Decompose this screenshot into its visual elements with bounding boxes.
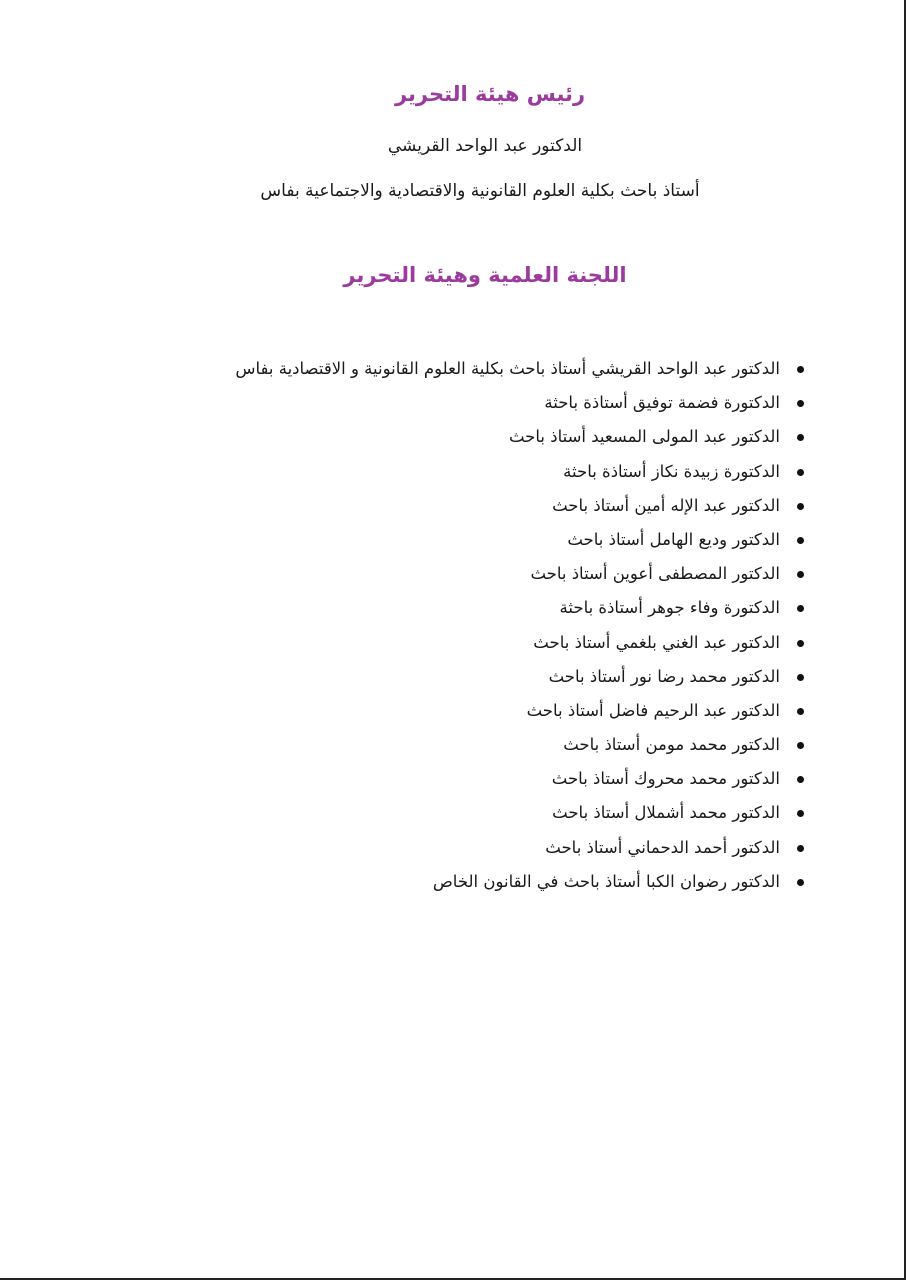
bullet-icon xyxy=(797,845,804,852)
list-item xyxy=(154,420,804,454)
bullet-icon xyxy=(797,708,804,715)
list-item xyxy=(154,762,804,796)
list-item xyxy=(154,386,804,420)
member-text: الدكتور المصطفى أعوين أستاذ باحث xyxy=(530,564,780,584)
list-item xyxy=(154,557,804,591)
list-item xyxy=(154,831,804,865)
member-text: الدكتور محمد أشملال أستاذ باحث xyxy=(552,803,780,823)
editor-in-chief-position: أستاذ باحث بكلية العلوم القانونية والاقتصادية والاجتماعية بفاس xyxy=(260,181,700,201)
committee-member-list xyxy=(154,352,804,899)
list-item xyxy=(154,728,804,762)
list-item xyxy=(154,352,804,386)
editor-in-chief-heading: رئيس هيئة التحرير xyxy=(394,82,586,106)
bullet-icon xyxy=(797,810,804,817)
list-item xyxy=(154,591,804,625)
member-text: الدكتور عبد الغني بلغمي أستاذ باحث xyxy=(533,632,780,652)
committee-heading: اللجنة العلمية وهيئة التحرير xyxy=(343,263,627,287)
list-item xyxy=(154,489,804,523)
member-text: الدكتور عبد المولى المسعيد أستاذ باحث xyxy=(508,427,780,447)
member-text: الدكتور عبد الواحد القريشي أستاذ باحث بكلية العلوم القانونية و الاقتصادية بفاس xyxy=(235,359,780,378)
list-item xyxy=(154,455,804,489)
list-item xyxy=(154,796,804,830)
bullet-icon xyxy=(797,537,804,544)
list-item xyxy=(154,865,804,899)
bullet-icon xyxy=(797,571,804,578)
bullet-icon xyxy=(797,434,804,441)
member-text: الدكتور رضوان الكبا أستاذ باحث في القانون الخاص xyxy=(432,871,780,891)
member-text: الدكتور عبد الرحيم فاضل أستاذ باحث xyxy=(526,700,780,720)
member-text: الدكتور محمد مومن أستاذ باحث xyxy=(563,735,780,755)
member-text: الدكتورة زبيدة نكاز أستاذة باحثة xyxy=(563,461,780,481)
bullet-icon xyxy=(797,366,804,373)
list-item xyxy=(154,660,804,694)
bullet-icon xyxy=(797,640,804,647)
list-item xyxy=(154,626,804,660)
bullet-icon xyxy=(797,503,804,510)
bullet-icon xyxy=(797,469,804,476)
member-text: الدكتور محمد رضا نور أستاذ باحث xyxy=(548,666,780,686)
bullet-icon xyxy=(797,776,804,783)
editor-in-chief-name: الدكتور عبد الواحد القريشي xyxy=(387,136,583,156)
member-text: الدكتور وديع الهامل أستاذ باحث xyxy=(567,529,780,549)
bullet-icon xyxy=(797,674,804,681)
bullet-icon xyxy=(797,742,804,749)
bullet-icon xyxy=(797,879,804,886)
list-item xyxy=(154,523,804,557)
bullet-icon xyxy=(797,400,804,407)
list-item xyxy=(154,694,804,728)
member-text: الدكتورة فضمة توفيق أستاذة باحثة xyxy=(544,393,780,413)
member-text: الدكتور أحمد الدحماني أستاذ باحث xyxy=(545,837,780,857)
member-text: الدكتور محمد محروك أستاذ باحث xyxy=(551,769,780,789)
bullet-icon xyxy=(797,605,804,612)
member-text: الدكتورة وفاء جوهر أستاذة باحثة xyxy=(559,598,780,618)
member-text: الدكتور عبد الإله أمين أستاذ باحث xyxy=(552,495,780,515)
